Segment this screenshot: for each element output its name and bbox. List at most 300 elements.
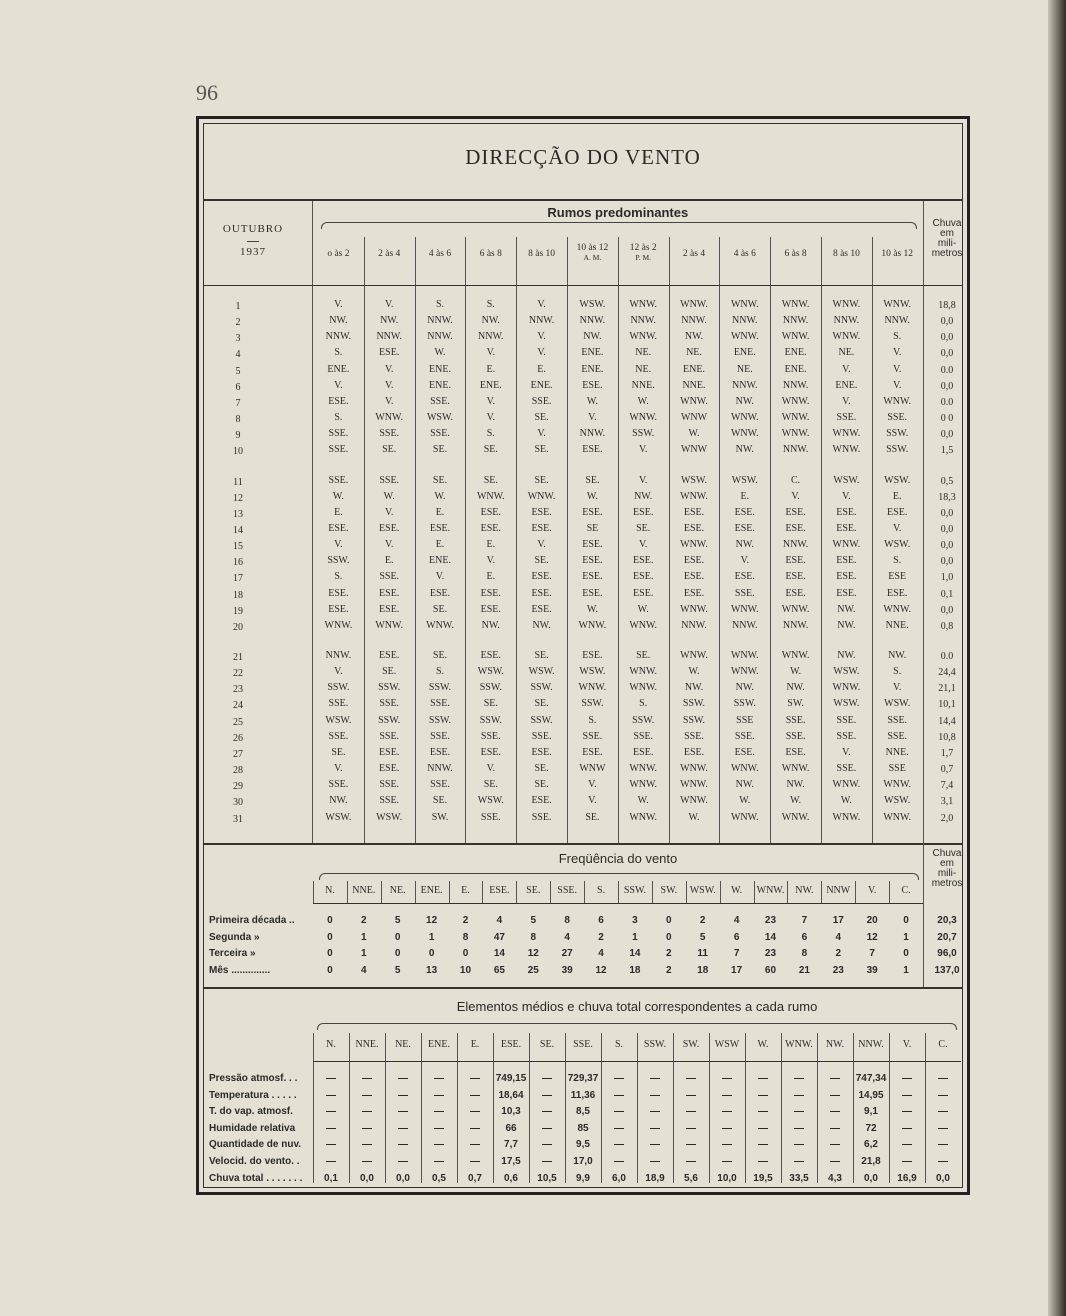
column-header xyxy=(669,249,720,259)
frequency-value: 2 xyxy=(835,948,842,959)
wind-direction: ESE. xyxy=(887,587,908,599)
wind-direction: NW. xyxy=(735,682,754,694)
frequency-value: 11 xyxy=(697,948,708,959)
wind-direction: WNW. xyxy=(680,650,708,661)
elements-column-header: ESE. xyxy=(500,1039,522,1050)
frequency-value: 39 xyxy=(866,964,878,976)
elements-value: — xyxy=(902,1122,912,1134)
wind-direction: SE. xyxy=(483,474,498,486)
wind-direction: WNW. xyxy=(680,795,708,807)
frequency-value: 4 xyxy=(598,948,604,959)
wind-direction: SSE. xyxy=(430,428,450,440)
wind-direction: SSE. xyxy=(836,763,857,775)
wind-direction: V. xyxy=(588,412,597,424)
wind-direction: SSE. xyxy=(328,698,349,710)
frequency-column-header: NW. xyxy=(795,885,814,896)
elements-value: — xyxy=(758,1156,768,1167)
day-number: 5 xyxy=(235,365,241,377)
frequency-column-divider xyxy=(821,881,822,903)
day-number: 26 xyxy=(233,732,243,744)
wind-direction: WNW. xyxy=(781,650,810,661)
rain-header-line: mili- xyxy=(937,868,957,879)
wind-direction: SSW. xyxy=(886,428,909,440)
elements-value: — xyxy=(650,1089,660,1101)
wind-direction: ESE. xyxy=(785,506,806,518)
elements-value: — xyxy=(614,1156,624,1167)
wind-direction: WNW. xyxy=(832,428,861,440)
wind-direction: WNW. xyxy=(781,811,810,823)
elements-value: — xyxy=(686,1122,696,1134)
wind-direction: NW. xyxy=(786,779,805,791)
elements-value: 85 xyxy=(577,1122,589,1134)
wind-direction: SSE. xyxy=(785,714,806,726)
elements-value: — xyxy=(758,1073,768,1084)
day-number: 24 xyxy=(233,700,243,712)
column-header xyxy=(516,249,567,259)
elements-value: — xyxy=(470,1156,480,1167)
book-gutter xyxy=(1048,0,1066,1316)
wind-direction: SE. xyxy=(432,603,448,615)
day-number: 16 xyxy=(233,557,243,569)
wind-direction: WNW. xyxy=(883,603,912,615)
column-header-line: 8 às 10 xyxy=(832,249,860,259)
rain-value: 10,1 xyxy=(938,699,956,711)
wind-direction: V. xyxy=(486,395,495,407)
frequency-value: 0 xyxy=(903,948,909,959)
wind-direction: NW. xyxy=(735,779,754,791)
wind-direction: NW. xyxy=(837,650,856,661)
wind-direction: W. xyxy=(688,428,700,440)
elements-value: 0,6 xyxy=(504,1172,518,1184)
wind-direction: S. xyxy=(639,698,648,710)
wind-direction: WNW. xyxy=(781,603,810,615)
wind-direction: NW. xyxy=(329,315,348,327)
rain-value: 0,7 xyxy=(940,764,954,776)
elements-value: — xyxy=(362,1106,372,1118)
day-number: 27 xyxy=(233,748,243,760)
wind-direction: NW. xyxy=(583,331,602,343)
wind-direction: SSE. xyxy=(379,428,400,440)
wind-direction: SE. xyxy=(534,779,549,791)
wind-direction: ESE. xyxy=(429,587,451,599)
elements-value: — xyxy=(398,1089,408,1101)
frequency-value: 14 xyxy=(629,948,641,959)
page-title: DIRECÇÃO DO VENTO xyxy=(465,145,701,169)
wind-direction: ESE. xyxy=(480,587,501,599)
day-number: 8 xyxy=(235,414,241,426)
wind-direction: WNW. xyxy=(629,682,658,694)
wind-direction: SSE. xyxy=(887,714,908,726)
wind-direction: NNW. xyxy=(579,315,606,327)
wind-direction: SE. xyxy=(483,698,498,710)
elements-value: — xyxy=(794,1106,804,1118)
frequency-value: 1 xyxy=(428,931,435,943)
frequency-value: 23 xyxy=(764,915,777,926)
wind-direction: ESE. xyxy=(836,571,857,583)
frequency-value: 6 xyxy=(598,915,604,926)
wind-direction: ESE. xyxy=(683,555,705,567)
wind-direction: SSE. xyxy=(328,730,349,742)
rain-value: 1,5 xyxy=(940,445,954,457)
elements-header-rule xyxy=(313,1061,961,1062)
wind-direction: WSW. xyxy=(579,666,606,678)
elements-value: — xyxy=(722,1122,732,1134)
wind-direction: V. xyxy=(588,795,597,807)
wind-direction: WSW. xyxy=(833,474,860,486)
wind-direction: NNW. xyxy=(478,331,504,343)
wind-direction: ESE. xyxy=(836,555,857,567)
wind-direction: SSW. xyxy=(581,698,604,710)
column-header-line: 10 às 12 xyxy=(881,249,914,259)
frequency-value: 25 xyxy=(527,964,539,976)
wind-direction: NW. xyxy=(837,619,856,631)
wind-direction: SSW. xyxy=(428,682,452,694)
frequency-title: Freqüência do vento xyxy=(558,851,678,866)
rain-header-frequency xyxy=(925,849,969,889)
rumos-brace xyxy=(321,222,917,229)
frequency-column-divider xyxy=(313,881,314,903)
elements-column-header: SE. xyxy=(539,1039,555,1050)
wind-direction: ESE. xyxy=(328,603,349,615)
wind-direction: WNW. xyxy=(527,490,556,502)
wind-direction: SSW. xyxy=(378,714,401,726)
wind-direction: WNW. xyxy=(832,779,861,791)
elements-value: — xyxy=(614,1139,624,1151)
wind-direction: SSW. xyxy=(479,682,502,694)
wind-direction: WNW. xyxy=(883,779,912,791)
wind-direction: SSE. xyxy=(531,730,552,742)
wind-direction: WNW. xyxy=(883,299,912,310)
wind-direction: ESE. xyxy=(582,444,603,456)
column-header-line: 6 às 8 xyxy=(479,249,502,259)
wind-direction: WNW. xyxy=(375,619,404,631)
elements-column-header: C. xyxy=(938,1039,948,1050)
frequency-value: 0 xyxy=(903,915,909,926)
wind-direction: ESE. xyxy=(531,587,552,599)
wind-direction: V. xyxy=(384,379,394,391)
rain-value: 0.0 xyxy=(940,396,954,408)
wind-direction: V. xyxy=(842,363,851,375)
wind-direction: ESE. xyxy=(836,587,857,599)
elements-value: 5,6 xyxy=(684,1172,698,1184)
frequency-rain-value: 137,0 xyxy=(934,964,960,976)
day-number: 21 xyxy=(233,652,243,663)
wind-direction: WSW. xyxy=(884,795,911,807)
elements-value: 14,95 xyxy=(858,1089,884,1101)
wind-direction: SSE. xyxy=(379,779,400,791)
wind-direction: ESE. xyxy=(582,555,603,567)
wind-direction: WNW. xyxy=(883,811,912,823)
title-rule xyxy=(203,199,963,201)
wind-direction: SE. xyxy=(534,650,549,661)
elements-value: 9,9 xyxy=(576,1172,590,1184)
wind-direction: NNW. xyxy=(427,331,453,343)
wind-direction: W. xyxy=(790,795,802,807)
wind-direction: ESE. xyxy=(582,746,603,758)
rain-value: 7,4 xyxy=(940,780,954,792)
wind-direction: ESE. xyxy=(379,763,400,775)
wind-direction: WNW. xyxy=(781,763,810,775)
frequency-value: 5 xyxy=(394,964,401,976)
elements-value: — xyxy=(902,1139,912,1151)
elements-value: 10,5 xyxy=(537,1172,557,1184)
frequency-value: 7 xyxy=(801,915,808,926)
wind-direction: V. xyxy=(842,395,851,407)
frequency-column-header: SW. xyxy=(660,885,678,896)
wind-direction: NNW. xyxy=(681,315,707,327)
wind-direction: E. xyxy=(435,539,445,551)
rain-value: 0,0 xyxy=(940,348,954,360)
elements-value: — xyxy=(830,1073,840,1084)
frequency-brace xyxy=(319,873,919,880)
elements-value: — xyxy=(542,1073,552,1084)
day-number: 10 xyxy=(233,446,243,458)
wind-direction: SSE xyxy=(888,763,906,775)
wind-direction: ESE. xyxy=(379,522,400,534)
elements-value: 17,0 xyxy=(573,1156,593,1167)
frequency-value: 18 xyxy=(697,964,709,976)
elements-value: — xyxy=(938,1089,948,1101)
elements-value: 17,5 xyxy=(501,1156,521,1167)
elements-value: 0,0 xyxy=(864,1172,878,1184)
rain-value: 0,5 xyxy=(940,475,954,487)
frequency-column-header: C. xyxy=(901,885,911,896)
day-number: 20 xyxy=(233,621,243,633)
wind-direction: W. xyxy=(383,490,395,502)
wind-direction: NNE. xyxy=(885,746,909,758)
day-number: 15 xyxy=(233,541,243,553)
wind-direction: SSE. xyxy=(430,395,450,407)
wind-direction: ESE. xyxy=(785,571,806,583)
wind-direction: WSW. xyxy=(833,698,860,710)
elements-value: 0,0 xyxy=(936,1172,950,1184)
frequency-value: 6 xyxy=(733,931,740,943)
wind-direction: ESE xyxy=(888,571,907,583)
frequency-value: 14 xyxy=(493,948,505,959)
day-number: 29 xyxy=(233,781,243,793)
elements-value: 0,7 xyxy=(468,1172,482,1184)
wind-direction: WSW. xyxy=(477,795,504,807)
wind-direction: V. xyxy=(537,539,546,551)
wind-direction: WNW. xyxy=(730,412,759,424)
elements-value: — xyxy=(362,1073,372,1084)
wind-direction: SSW. xyxy=(682,698,706,710)
rain-value: 0,0 xyxy=(940,556,954,568)
wind-direction: ESE. xyxy=(379,650,400,661)
elements-value: 21,8 xyxy=(861,1156,881,1167)
elements-value: — xyxy=(650,1156,660,1167)
elements-value: — xyxy=(470,1106,480,1118)
wind-direction: WSW. xyxy=(884,539,911,551)
rain-header-line: mili- xyxy=(937,238,957,249)
wind-direction: ENE. xyxy=(683,363,705,375)
wind-direction: C. xyxy=(791,474,801,486)
rain-value: 0,0 xyxy=(940,316,954,328)
wind-direction: WNW. xyxy=(832,682,861,694)
rain-header-line: em xyxy=(940,228,954,239)
frequency-value: 1 xyxy=(903,964,909,976)
frequency-value: 1 xyxy=(361,948,367,959)
wind-direction: ESE. xyxy=(531,795,552,807)
rain-value: 0,0 xyxy=(940,429,954,441)
wind-direction: ESE. xyxy=(480,746,501,758)
wind-direction: ESE. xyxy=(582,650,603,661)
wind-direction: V. xyxy=(537,331,546,343)
frequency-column-header: ESE. xyxy=(489,885,510,896)
wind-direction: ESE. xyxy=(683,506,705,518)
rumos-title: Rumos predominantes xyxy=(547,205,689,220)
frequency-column-header: W. xyxy=(731,885,743,896)
elements-value: 6,2 xyxy=(864,1139,878,1151)
wind-direction: ESE. xyxy=(683,587,705,599)
wind-direction: SE. xyxy=(432,474,448,486)
wind-direction: SW. xyxy=(431,811,449,823)
wind-direction: V. xyxy=(842,746,851,758)
wind-direction: ESE. xyxy=(379,746,400,758)
wind-direction: NW. xyxy=(735,444,754,456)
wind-direction: SSW. xyxy=(530,682,553,694)
elements-value: 33,5 xyxy=(789,1172,809,1184)
wind-direction: V. xyxy=(384,299,394,310)
wind-direction: NE. xyxy=(838,347,855,359)
elements-value: — xyxy=(722,1156,732,1167)
wind-direction: NNW. xyxy=(833,315,860,327)
elements-column-header: V. xyxy=(902,1039,912,1050)
frequency-value: 0 xyxy=(666,915,672,926)
rain-header-line: metros xyxy=(931,878,963,889)
frequency-column-divider xyxy=(381,881,382,903)
elements-value: — xyxy=(686,1073,696,1084)
wind-direction: ESE. xyxy=(734,746,755,758)
wind-direction: WNW. xyxy=(730,299,759,310)
wind-direction: S. xyxy=(893,555,902,567)
elements-value: — xyxy=(758,1139,768,1151)
wind-direction: S. xyxy=(334,412,343,424)
wind-direction: V. xyxy=(486,555,495,567)
elements-value: — xyxy=(362,1139,372,1151)
wind-direction: SSW. xyxy=(327,682,350,694)
wind-direction: ESE. xyxy=(582,571,603,583)
wind-direction: NNW. xyxy=(782,444,809,456)
wind-direction: WNW. xyxy=(629,763,658,775)
wind-direction: SSE. xyxy=(531,395,552,407)
elements-value: — xyxy=(614,1122,624,1134)
wind-direction: ESE. xyxy=(531,746,552,758)
wind-direction: SE. xyxy=(534,474,549,486)
elements-value: — xyxy=(326,1139,336,1151)
wind-direction: NNW. xyxy=(782,315,809,327)
wind-direction: SSE xyxy=(736,714,754,726)
wind-direction: ESE. xyxy=(734,522,755,534)
wind-direction: E. xyxy=(384,555,394,567)
wind-direction: SSE. xyxy=(379,698,400,710)
elements-value: — xyxy=(470,1073,480,1084)
wind-direction: V. xyxy=(384,506,394,518)
wind-direction: WNW. xyxy=(324,619,353,631)
elements-value: — xyxy=(326,1156,336,1167)
wind-direction: ESE. xyxy=(328,587,349,599)
wind-direction: NW. xyxy=(329,795,348,807)
frequency-value: 7 xyxy=(733,948,740,959)
rain-value: 3,1 xyxy=(940,796,954,808)
column-header xyxy=(567,243,618,263)
wind-direction: WNW. xyxy=(629,331,658,343)
elements-value: — xyxy=(650,1139,660,1151)
rain-value: 18,8 xyxy=(938,300,956,311)
wind-direction: WNW. xyxy=(730,763,759,775)
wind-direction: WSW. xyxy=(376,811,403,823)
column-header-line: o às 2 xyxy=(327,249,350,259)
day-number: 1 xyxy=(235,301,241,312)
wind-direction: W. xyxy=(434,347,446,359)
wind-direction: ENE. xyxy=(429,363,451,375)
day-number: 12 xyxy=(233,492,243,504)
elements-value: — xyxy=(434,1089,444,1101)
wind-direction: WNW. xyxy=(832,539,861,551)
elements-row-label: Quantidade de nuv. xyxy=(209,1139,302,1151)
day-number: 2 xyxy=(235,317,241,329)
wind-direction: WNW. xyxy=(832,299,861,310)
frequency-column-divider xyxy=(686,881,687,903)
wind-direction: SSW. xyxy=(733,698,756,710)
elements-value: — xyxy=(758,1089,768,1101)
wind-direction: W. xyxy=(586,603,598,615)
elements-value: — xyxy=(686,1156,696,1167)
elements-value: — xyxy=(542,1122,552,1134)
wind-direction: SSE. xyxy=(430,730,450,742)
elements-value: — xyxy=(434,1106,444,1118)
wind-direction: WNW xyxy=(579,763,606,775)
wind-direction: ESE. xyxy=(328,522,349,534)
frequency-value: 7 xyxy=(869,948,875,959)
wind-direction: SSW. xyxy=(632,714,655,726)
wind-direction: WNW. xyxy=(832,331,861,343)
wind-direction: NNE. xyxy=(682,379,706,391)
elements-value: 0,0 xyxy=(360,1172,374,1184)
elements-value: — xyxy=(938,1139,948,1151)
table-frame xyxy=(196,116,970,1195)
wind-direction: S. xyxy=(893,666,902,678)
wind-direction: WNW. xyxy=(578,682,607,694)
frequency-column-header: ENE. xyxy=(420,885,443,896)
wind-direction: S. xyxy=(486,299,495,310)
year-label: 1937 xyxy=(240,246,266,258)
wind-direction: V. xyxy=(638,539,648,551)
wind-direction: W. xyxy=(586,490,598,502)
frequency-value: 2 xyxy=(462,915,469,926)
elements-value: — xyxy=(398,1139,408,1151)
day-number: 31 xyxy=(233,813,243,825)
elements-value: — xyxy=(722,1089,732,1101)
wind-direction: WSW. xyxy=(731,474,758,486)
frequency-column-header: E. xyxy=(461,885,470,896)
wind-direction: SSE. xyxy=(328,428,349,440)
wind-direction: V. xyxy=(892,363,902,375)
wind-direction: ESE. xyxy=(683,522,705,534)
elements-value: — xyxy=(362,1156,372,1167)
frequency-column-divider xyxy=(618,881,619,903)
wind-direction: V. xyxy=(486,412,495,424)
wind-direction: ESE. xyxy=(531,571,552,583)
wind-direction: ESE. xyxy=(836,522,857,534)
frequency-row-label: Terceira » xyxy=(209,948,256,959)
day-number: 9 xyxy=(235,430,241,442)
wind-direction: NE. xyxy=(635,363,652,375)
frequency-column-header: SSW. xyxy=(623,885,647,896)
wind-direction: SE. xyxy=(432,795,448,807)
frequency-value: 23 xyxy=(764,948,777,959)
elements-value: — xyxy=(326,1106,336,1118)
